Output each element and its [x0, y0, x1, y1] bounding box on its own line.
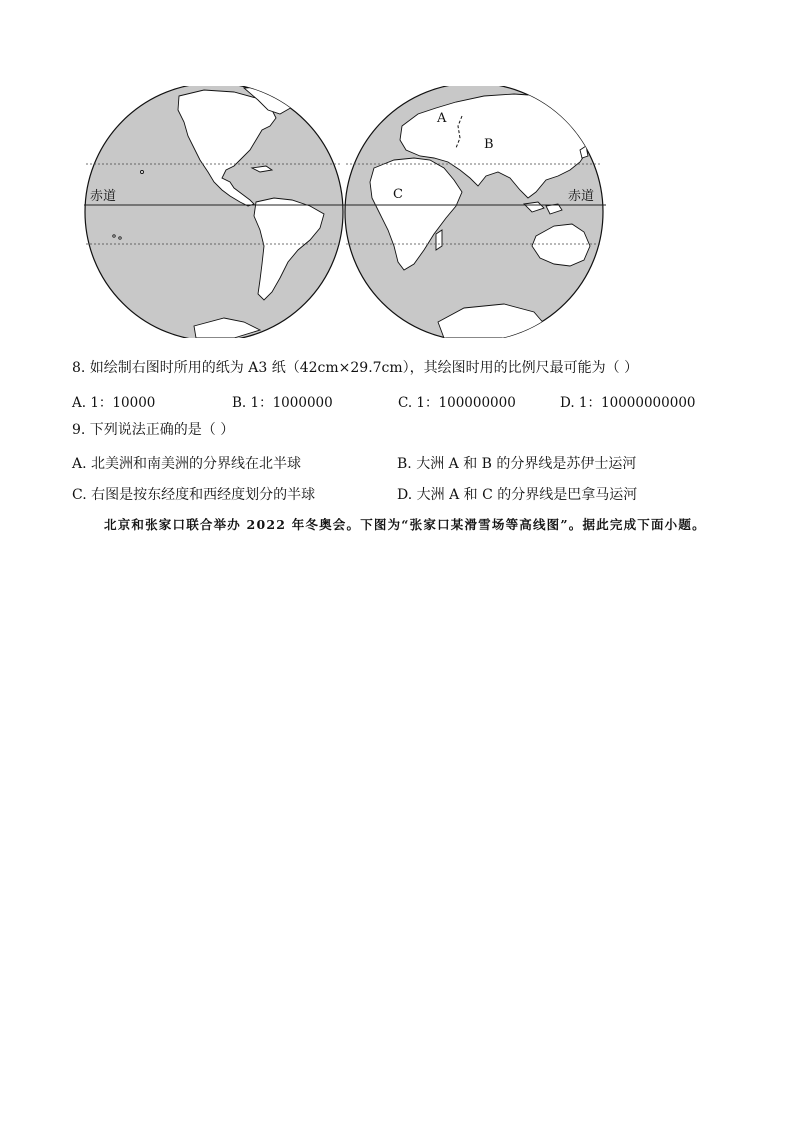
equator-label-right: 赤道	[568, 189, 595, 204]
q9-option-a[interactable]: A. 北美洲和南美洲的分界线在北半球	[72, 456, 302, 472]
q9-option-b[interactable]: B. 大洲 A 和 B 的分界线是苏伊士运河	[397, 456, 637, 472]
q8-option-c[interactable]: C. 1：100000000	[398, 395, 516, 411]
world-hemispheres-map	[84, 86, 606, 338]
continent-label-c: C	[393, 187, 403, 202]
q8-option-a[interactable]: A. 1：10000	[72, 395, 156, 411]
continent-label-a: A	[437, 111, 447, 126]
q8-option-d[interactable]: D. 1：10000000000	[560, 395, 696, 411]
q9-option-d[interactable]: D. 大洲 A 和 C 的分界线是巴拿马运河	[397, 487, 638, 503]
eastern-hemisphere	[345, 86, 603, 338]
q8-option-b[interactable]: B. 1：1000000	[232, 395, 333, 411]
equator-label-left: 赤道	[90, 189, 117, 204]
question-9-stem: 9. 下列说法正确的是（ ）	[72, 422, 235, 438]
continent-label-b: B	[484, 137, 494, 152]
western-hemisphere	[85, 86, 343, 338]
q9-option-c[interactable]: C. 右图是按东经度和西经度划分的半球	[72, 487, 316, 503]
next-section-intro: 北京和张家口联合举办 2022 年冬奥会。下图为“张家口某滑雪场等高线图”。据此完成下面小题。	[104, 517, 706, 532]
question-8-stem: 8. 如绘制右图时所用的纸为 A3 纸（42cm×29.7cm），其绘图时用的比例尺最可能为（ ）	[72, 360, 639, 376]
